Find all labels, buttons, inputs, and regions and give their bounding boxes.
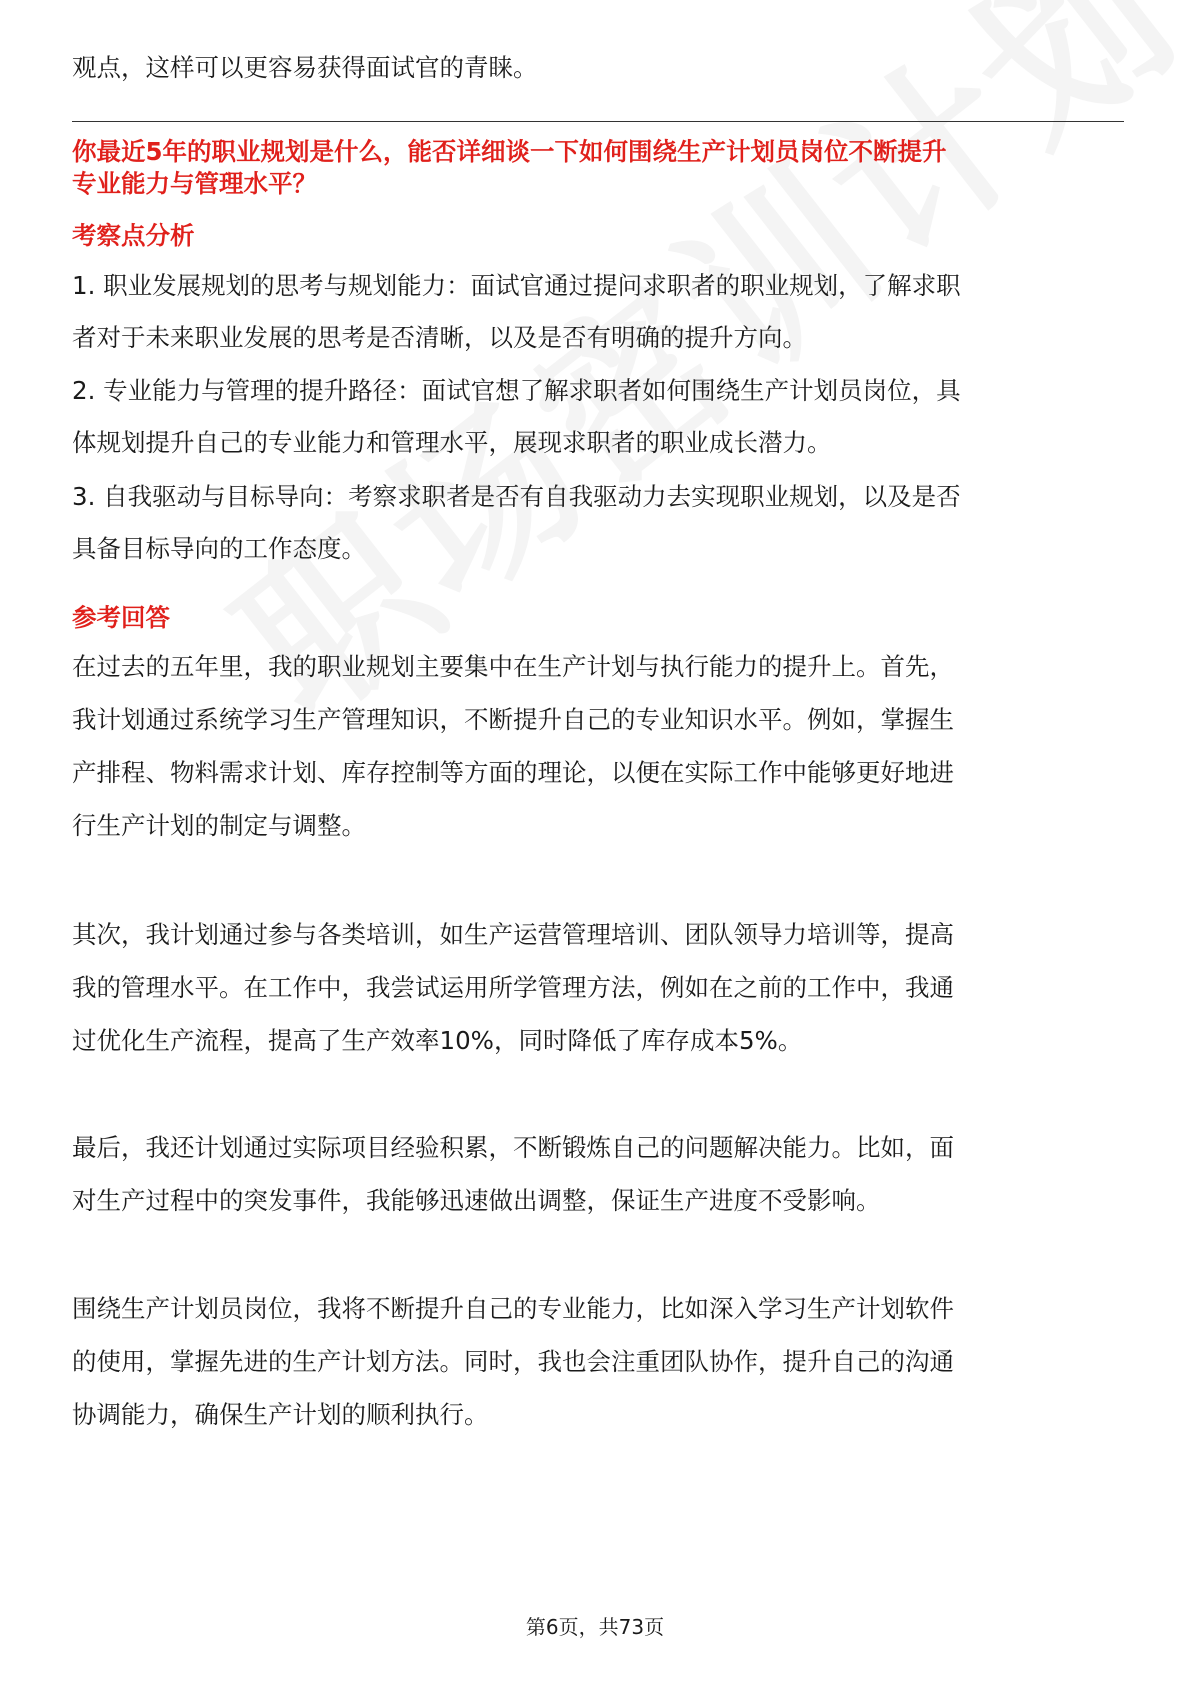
text-line: 2. 专业能力与管理的提升路径：面试官想了解求职者如何围绕生产计划员岗位，具 (72, 376, 961, 405)
text-line: 行生产计划的制定与调整。 (72, 811, 366, 840)
text-line: 产排程、物料需求计划、库存控制等方面的理论，以便在实际工作中能够更好地进 (72, 758, 954, 787)
text-line: 对生产过程中的突发事件，我能够迅速做出调整，保证生产进度不受影响。 (72, 1186, 881, 1215)
section-heading-answer: 参考回答 (72, 603, 170, 632)
text-line: 其次，我计划通过参与各类培训，如生产运营管理培训、团队领导力培训等，提高 (72, 920, 954, 949)
text-line: 3. 自我驱动与目标导向：考察求职者是否有自我驱动力去实现职业规划，以及是否 (72, 482, 961, 511)
text-line: 在过去的五年里，我的职业规划主要集中在生产计划与执行能力的提升上。首先， (72, 652, 954, 681)
question-line: 你最近5年的职业规划是什么，能否详细谈一下如何围绕生产计划员岗位不断提升 (72, 137, 947, 166)
text-line: 具备目标导向的工作态度。 (72, 534, 366, 563)
text-line: 过优化生产流程，提高了生产效率10%，同时降低了库存成本5%。 (72, 1026, 803, 1055)
text-line: 观点，这样可以更容易获得面试官的青睐。 (72, 53, 538, 82)
text-line: 体规划提升自己的专业能力和管理水平，展现求职者的职业成长潜力。 (72, 428, 832, 457)
text-line: 的使用，掌握先进的生产计划方法。同时，我也会注重团队协作，提升自己的沟通 (72, 1347, 954, 1376)
section-heading-analysis: 考察点分析 (72, 221, 195, 250)
text-line: 我的管理水平。在工作中，我尝试运用所学管理方法，例如在之前的工作中，我通 (72, 973, 954, 1002)
divider (72, 121, 1124, 122)
text-line: 围绕生产计划员岗位，我将不断提升自己的专业能力，比如深入学习生产计划软件 (72, 1294, 954, 1323)
text-line: 者对于未来职业发展的思考是否清晰，以及是否有明确的提升方向。 (72, 323, 807, 352)
text-line: 最后，我还计划通过实际项目经验积累，不断锻炼自己的问题解决能力。比如，面 (72, 1133, 954, 1162)
question-line: 专业能力与管理水平？ (72, 169, 317, 198)
text-line: 协调能力，确保生产计划的顺利执行。 (72, 1400, 489, 1429)
page-number: 第6页，共73页 (525, 1615, 665, 1639)
text-line: 1. 职业发展规划的思考与规划能力：面试官通过提问求职者的职业规划，了解求职 (72, 271, 961, 300)
text-line: 我计划通过系统学习生产管理知识，不断提升自己的专业知识水平。例如，掌握生 (72, 705, 954, 734)
